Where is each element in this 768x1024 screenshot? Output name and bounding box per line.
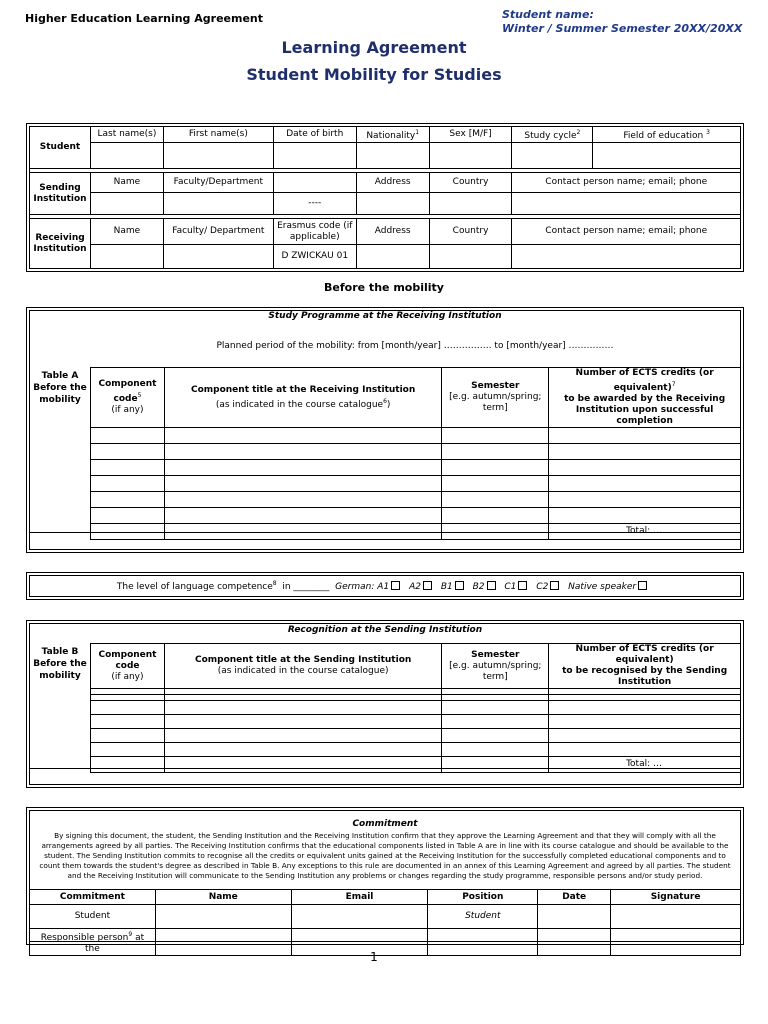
page-title: Learning Agreement — [281, 38, 467, 57]
document-label: Higher Education Learning Agreement — [25, 12, 264, 25]
sending-dashes: ---- — [273, 193, 356, 215]
receiving-contact-header: Contact person name; email; phone — [512, 219, 741, 245]
receiving-contact-field[interactable] — [512, 245, 741, 269]
table-a — [90, 367, 741, 540]
study-cycle-field[interactable] — [512, 143, 593, 169]
table-a-semester-header: Semester [e.g. autumn/spring; term] — [442, 368, 549, 428]
student-signature-field[interactable] — [611, 905, 741, 929]
table-row[interactable] — [91, 428, 741, 444]
field-header: Field of education $^3$ — [593, 127, 741, 143]
language-line: The level of language competence$^8$ in ________ German: A1 A2 B1 B2 C1 C2 Native speaker — [29, 580, 741, 592]
table-b-code-header: Component code (if any) — [91, 644, 165, 689]
field-field[interactable] — [593, 143, 741, 169]
table-row[interactable] — [91, 729, 741, 743]
dob-header: Date of birth — [273, 127, 356, 143]
receiving-name-header: Name — [90, 219, 163, 245]
sending-faculty-field[interactable] — [163, 193, 273, 215]
table-row[interactable] — [91, 476, 741, 492]
c1-checkbox[interactable] — [518, 581, 527, 590]
receiving-country-field[interactable] — [429, 245, 512, 269]
student-info-table — [29, 126, 741, 269]
table-b-bottom-rule — [29, 768, 741, 769]
erasmus-code-header: Erasmus code (if applicable) — [273, 219, 356, 245]
commitment-heading: Commitment — [352, 819, 418, 829]
student-email-field[interactable] — [291, 905, 428, 929]
receiving-country-header: Country — [429, 219, 512, 245]
planned-period: Planned period of the mobility: from [month/year] ……………. to [month/year] …………… — [216, 341, 614, 351]
table-a-label: Table A Before the mobility — [33, 371, 87, 405]
first-names-header: First name(s) — [163, 127, 273, 143]
first-names-field[interactable] — [163, 143, 273, 169]
sending-label: Sending Institution — [30, 173, 91, 215]
col-name: Name — [155, 890, 291, 905]
sending-contact-field[interactable] — [512, 193, 741, 215]
c2-checkbox[interactable] — [550, 581, 559, 590]
table-row[interactable] — [91, 460, 741, 476]
sending-address-header: Address — [356, 173, 429, 193]
table-b-ects-header: Number of ECTS credits (or equivalent) to be recognised by the Sending Institution — [549, 644, 741, 689]
table-row[interactable] — [91, 701, 741, 715]
native-checkbox[interactable] — [638, 581, 647, 590]
receiving-label: Receiving Institution — [30, 219, 91, 269]
page-subtitle: Student Mobility for Studies — [246, 65, 502, 84]
col-signature: Signature — [611, 890, 741, 905]
sending-name-field[interactable] — [90, 193, 163, 215]
row-student-label: Student — [30, 905, 156, 929]
table-a-code-header: Component code$^5$ (if any) — [91, 368, 165, 428]
sending-country-field[interactable] — [429, 193, 512, 215]
b1-checkbox[interactable] — [455, 581, 464, 590]
student-label: Student — [30, 127, 91, 169]
receiving-faculty-header: Faculty/ Department — [163, 219, 273, 245]
sending-address-field[interactable] — [356, 193, 429, 215]
table-a-heading: Study Programme at the Receiving Institution — [268, 311, 502, 321]
table-b-semester-header: Semester [e.g. autumn/spring; term] — [442, 644, 549, 689]
student-name-label: Student name: — [502, 8, 594, 21]
table-a-title-header: Component title at the Receiving Institution (as indicated in the course catalogue$^6$) — [164, 368, 441, 428]
table-row[interactable] — [91, 492, 741, 508]
table-b-title-header: Component title at the Sending Institution (as indicated in the course catalogue) — [164, 644, 441, 689]
col-email: Email — [291, 890, 428, 905]
student-position: Student — [428, 905, 538, 929]
student-name-block — [502, 8, 742, 36]
sending-name-header: Name — [90, 173, 163, 193]
sending-faculty-header: Faculty/Department — [163, 173, 273, 193]
b2-checkbox[interactable] — [487, 581, 496, 590]
a1-checkbox[interactable] — [391, 581, 400, 590]
receiving-address-header: Address — [356, 219, 429, 245]
semester-label: Winter / Summer Semester 20XX/20XX — [502, 22, 743, 35]
nationality-field[interactable] — [356, 143, 429, 169]
student-name-field[interactable] — [155, 905, 291, 929]
sex-header: Sex [M/F] — [429, 127, 512, 143]
table-row[interactable] — [91, 715, 741, 729]
table-row[interactable] — [91, 508, 741, 524]
col-commitment: Commitment — [30, 890, 156, 905]
col-date: Date — [538, 890, 611, 905]
table-row[interactable] — [91, 444, 741, 460]
nationality-header: Nationality$^1$ — [356, 127, 429, 143]
table-a-total: Total: … — [549, 524, 741, 540]
dob-field[interactable] — [273, 143, 356, 169]
table-b — [90, 643, 741, 773]
a2-checkbox[interactable] — [423, 581, 432, 590]
table-a-bottom-rule — [29, 532, 741, 533]
sending-country-header: Country — [429, 173, 512, 193]
sex-field[interactable] — [429, 143, 512, 169]
table-b-heading: Recognition at the Sending Institution — [287, 625, 483, 635]
table-b-total: Total: … — [549, 757, 741, 773]
row-responsible-label: Responsible person$^9$ at the — [30, 929, 156, 956]
erasmus-code-value: D ZWICKAU 01 — [273, 245, 356, 269]
sending-blank — [273, 173, 356, 193]
student-date-field[interactable] — [538, 905, 611, 929]
table-row[interactable] — [91, 743, 741, 757]
table-b-label: Table B Before the mobility — [33, 647, 87, 681]
receiving-name-field[interactable] — [90, 245, 163, 269]
last-names-header: Last name(s) — [90, 127, 163, 143]
last-names-field[interactable] — [90, 143, 163, 169]
signature-table — [29, 889, 741, 956]
page-number: 1 — [370, 950, 378, 964]
receiving-address-field[interactable] — [356, 245, 429, 269]
col-position: Position — [428, 890, 538, 905]
sending-contact-header: Contact person name; email; phone — [512, 173, 741, 193]
before-mobility-heading: Before the mobility — [324, 281, 444, 294]
table-a-ects-header: Number of ECTS credits (or equivalent)$^7$ to be awarded by the Receiving Institution upon successful completion — [549, 368, 741, 428]
commitment-body: By signing this document, the student, the Sending Institution and the Receiving Institution confirm that they approve the Learning Agreement and that they will comply with all the arrangements agreed by all parties. The Receiving Institution confirms that the educational components listed in Table A are in line with its course catalogue and should be available to the student. The Sending Institution commits to recognise all the credits or equivalent units gained at the Receiving Institution for the successfully completed educational components and to count them towards the student's degree as described in Table B. Any exceptions to this rule are documented in an annex of this Learning Agreement and agreed by all parties. The student and the Receiving Institution will communicate to the Sending Institution any problems or changes regarding the study programme, responsible persons and/or study period. — [39, 831, 731, 880]
receiving-faculty-field[interactable] — [163, 245, 273, 269]
study-cycle-header: Study cycle$^2$ — [512, 127, 593, 143]
